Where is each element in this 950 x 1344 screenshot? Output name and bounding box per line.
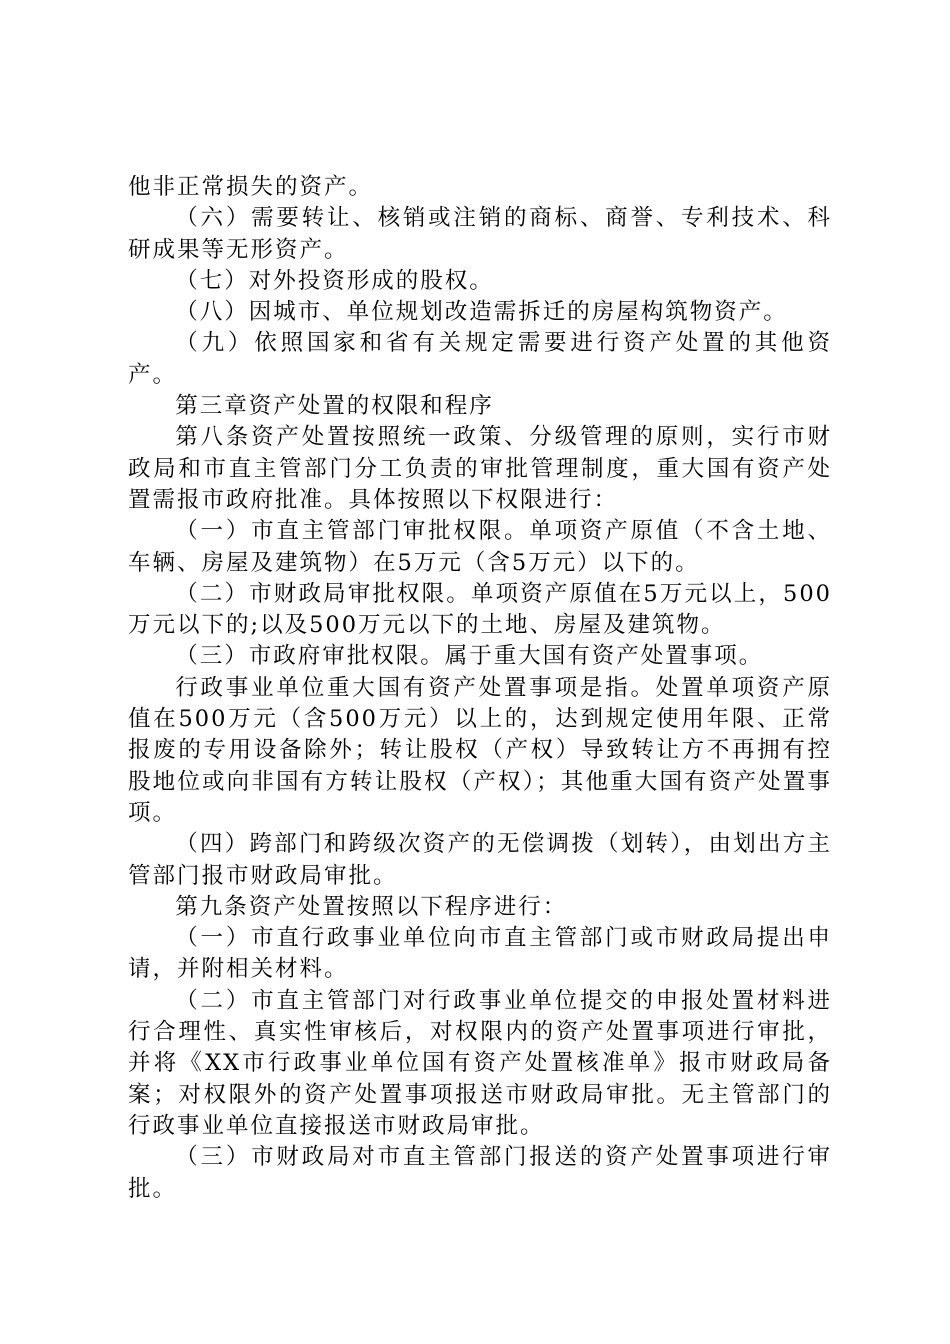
article-9-item-1: （一）市直行政事业单位向市直主管部门或市财政局提出申请，并附相关材料。 — [128, 925, 832, 983]
paragraph-item-8: （八）因城市、单位规划改造需拆迁的房屋构筑物资产。 — [175, 299, 788, 326]
paragraph-continuation: 他非正常损失的资产。 — [128, 174, 374, 200]
paragraph-item-6: （六）需要转让、核销或注销的商标、商誉、专利技术、科研成果等无形资产。 — [128, 205, 832, 263]
article-8: 第八条资产处置按照统一政策、分级管理的原则，实行市财政局和市直主管部门分工负责的审批管理制度，重大国有资产处置需报市政府批准。具体按照以下权限进行： — [128, 424, 832, 513]
article-8-item-2: （二）市财政局审批权限。单项资产原值在5万元以上，500万元以下的;以及500万元以下的土地、房屋及建筑物。 — [128, 580, 832, 639]
article-9-item-2: （二）市直主管部门对行政事业单位提交的申报处置材料进行合理性、真实性审核后，对权限内的资产处置事项进行审批，并将《XX市行政事业单位国有资产处置核准单》报市财政局备案；对权限外的资产处置事项报送市财政局审批。无主管部门的行政事业单位直接报送市财政局审批。 — [128, 987, 832, 1139]
paragraph-item-7: （七）对外投资形成的股权。 — [175, 267, 494, 294]
article-8-item-4: （四）跨部门和跨级次资产的无偿调拨（划转），由划出方主管部门报市财政局审批。 — [128, 831, 832, 889]
chapter-heading: 第三章资产处置的权限和程序 — [175, 393, 494, 420]
paragraph-item-9: （九）依照国家和省有关规定需要进行资产处置的其他资产。 — [128, 330, 832, 388]
document-body — [128, 172, 832, 1205]
article-9-item-3: （三）市财政局对市直主管部门报送的资产处置事项进行审批。 — [128, 1144, 832, 1202]
major-disposal-definition: 行政事业单位重大国有资产处置事项是指。处置单项资产原值在500万元（含500万元）以上的，达到规定使用年限、正常报废的专用设备除外；转让股权（产权）导致转让方不再拥有控股地位或向非国有方转让股权（产权）；其他重大国有资产处置事项。 — [128, 674, 832, 826]
article-8-item-3: （三）市政府审批权限。属于重大国有资产处置事项。 — [175, 643, 764, 670]
article-9: 第九条资产处置按照以下程序进行： — [175, 893, 568, 920]
article-8-item-1: （一）市直主管部门审批权限。单项资产原值（不含土地、车辆、房屋及建筑物）在5万元（含5万元）以下的。 — [128, 518, 832, 576]
